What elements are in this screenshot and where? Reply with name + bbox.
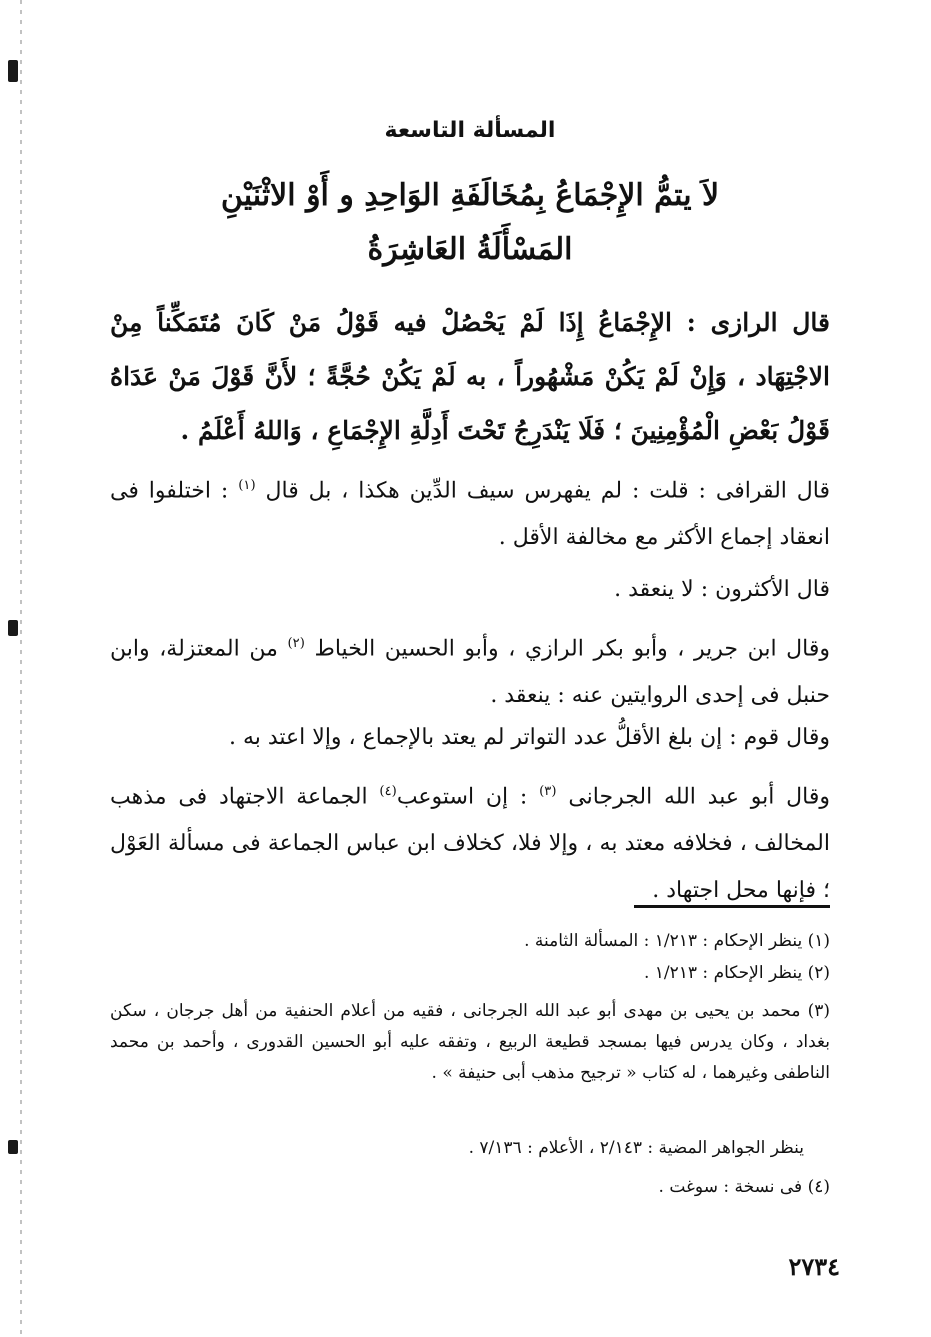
qarafi-paragraph xyxy=(110,462,830,561)
qarafi-text-end: : اختلفوا فى انعقاد إجماع الأكثر مع مخالفة الأقل . xyxy=(110,478,830,551)
section-heading: لاَ يتمُّ الإِجْمَاعُ بِمُخَالَفَةِ الوَاحِدِ و أَوْ الاثْنَيْنِ xyxy=(220,178,720,213)
ibn-jarir-text-end: من المعتزلة، وابن حنبل فى إحدى الروايتين عنه : ينعقد . xyxy=(110,636,830,709)
footnote-3: (٣) محمد بن يحيى بن مهدى أبو عبد الله الجرجانى ، فقيه من أعلام الحنفية من أهل جرجان ، سكن بغداد ، وكان يدرس فيها بمسجد قطيعة الربيع ، وتفقه عليه أبو الحسين القدورى ، وأحمد بن محمد الناطفى وغيرهما ، له كتاب « ترجيح مذهب أبى حنيفة » . xyxy=(110,1001,830,1083)
qarafi-text-start: قال القرافى : قلت : لم يفهرس سيف الدِّين هكذا ، بل قال xyxy=(265,478,831,504)
scan-edge-mark xyxy=(8,60,18,82)
scan-edge-dots xyxy=(20,0,22,1337)
footnote-2: (٢) ينظر الإحكام : ١/٢١٣ . xyxy=(643,963,830,983)
section-subheading: المَسْأَلَةُ العَاشِرَةُ xyxy=(367,232,573,267)
scan-edge-mark xyxy=(8,620,18,636)
majority-paragraph: قال الأكثرون : لا ينعقد . xyxy=(614,577,830,602)
footnote-3-references: ينظر الجواهر المضية : ٢/١٤٣ ، الأعلام : ٧/١٣٦ . xyxy=(468,1138,804,1158)
page-number: ٢٧٣٤ xyxy=(788,1252,840,1281)
footnote-1: (١) ينظر الإحكام : ١/٢١٣ : المسألة الثامنة . xyxy=(524,931,830,951)
footnote-ref-2[interactable]: (٢) xyxy=(287,636,305,651)
ibn-jarir-text-start: وقال ابن جرير ، وأبو بكر الرازي ، وأبو الحسين الخياط xyxy=(314,636,831,662)
razi-paragraph: قال الرازى : الإِجْمَاعُ إِذَا لَمْ يَحْصُلْ فيه قَوْلُ مَنْ كَانَ مُتَمَكِّناً مِنْ الاجْتِهَاد ، وَإِنْ لَمْ يَكُنْ مَشْهُوراً ، به لَمْ يَكُنْ حُجَّةً ؛ لأَنَّ قَوْلَ مَنْ عَدَاهُ قَوْلُ بَعْضِ الْمُؤْمِنِينَ ؛ فَلَا يَنْدَرِجُ تَحْتَ أَدِلَّةِ الإِجْمَاعِ ، وَاللهُ أَعْلَمُ . xyxy=(110,308,830,445)
footnote-ref-1[interactable]: (١) xyxy=(238,478,256,493)
jurjani-text-2: : إن استوعب xyxy=(396,784,528,810)
footnote-ref-4[interactable]: (٤) xyxy=(379,784,397,799)
footnote-4: (٤) فى نسخة : سوغت . xyxy=(658,1177,830,1197)
chapter-title: المسألة التاسعة xyxy=(384,118,556,143)
footnote-ref-3[interactable]: (٣) xyxy=(539,784,557,799)
jurjani-paragraph xyxy=(110,768,830,914)
scan-edge-mark xyxy=(8,1140,18,1154)
jurjani-text-1: وقال أبو عبد الله الجرجانى xyxy=(568,784,830,810)
ibn-jarir-paragraph xyxy=(110,620,830,719)
jurjani-text-3: الجماعة الاجتهاد فى مذهب المخالف ، فخلافه معتد به ، وإلا فلا، كخلاف ابن عباس الجماعة فى مسألة العَوْل ؛ فإنها محل اجتهاد . xyxy=(110,784,830,904)
qawm-paragraph: وقال قوم : إن بلغ الأقلُّ عدد التواتر لم يعتد بالإجماع ، وإلا اعتد به . xyxy=(228,725,830,750)
footnote-divider xyxy=(634,905,830,908)
